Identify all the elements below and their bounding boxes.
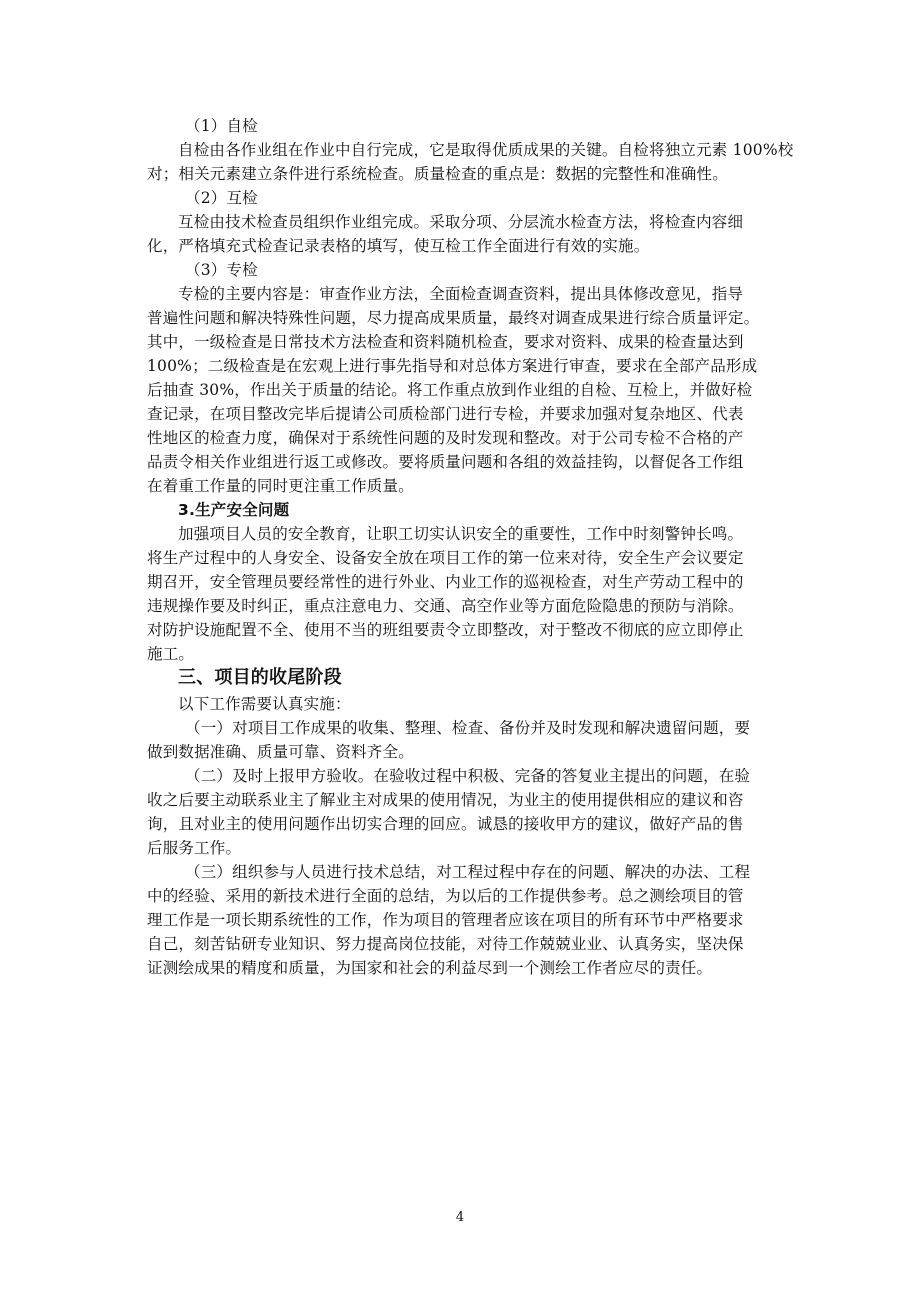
heading-self-check: （1）自检 <box>185 117 258 135</box>
paragraph-line: 查记录，在项目整改完毕后提请公司质检部门进行专检，并要求加强对复杂地区、代表 <box>147 405 744 423</box>
paragraph-line: 后抽查 30%，作出关于质量的结论。将工作重点放到作业组的自检、互检上，并做好检 <box>147 381 753 399</box>
section-heading-safety: 3.生产安全问题 <box>178 501 290 519</box>
paragraph-line: 将生产过程中的人身安全、设备安全放在项目工作的第一位来对待，安全生产会议要定 <box>147 549 744 567</box>
paragraph-line: 对；相关元素建立条件进行系统检查。质量检查的重点是：数据的完整性和准确性。 <box>147 165 728 183</box>
paragraph-line: 其中，一级检查是日常技术方法检查和资料随机检查，要求对资料、成果的检查量达到 <box>147 333 744 351</box>
page-number: 4 <box>455 1210 465 1225</box>
paragraph-line: 在着重工作量的同时更注重工作质量。 <box>147 477 414 495</box>
paragraph-line: 违规操作要及时纠正，重点注意电力、交通、高空作业等方面危险隐患的预防与消除。 <box>147 597 744 615</box>
paragraph-line: 中的经验、采用的新技术进行全面的总结，为以后的工作提供参考。总之测绘项目的管 <box>147 887 744 905</box>
paragraph-line: 证测绘成果的精度和质量，为国家和社会的利益尽到一个测绘工作者应尽的责任。 <box>147 959 713 977</box>
heading-special-check: （3）专检 <box>185 261 258 279</box>
paragraph-line: （一）对项目工作成果的收集、整理、检查、备份并及时发现和解决遗留问题，要 <box>185 719 751 737</box>
paragraph-line: 普遍性问题和解决特殊性问题，尽力提高成果质量，最终对调查成果进行综合质量评定。 <box>147 309 760 327</box>
paragraph-line: 收之后要主动联系业主了解业主对成果的使用情况，为业主的使用提供相应的建议和咨 <box>147 791 744 809</box>
heading-mutual-check: （2）互检 <box>185 189 258 207</box>
paragraph-line: （三）组织参与人员进行技术总结，对工程过程中存在的问题、解决的办法、工程 <box>185 863 751 881</box>
paragraph-line: 100%；二级检查是在宏观上进行事先指导和对总体方案进行审查，要求在全部产品形成 <box>147 357 758 375</box>
paragraph-line: 做到数据准确、质量可靠、资料齐全。 <box>147 743 414 761</box>
paragraph-line: 对防护设施配置不全、使用不当的班组要责令立即整改，对于整改不彻底的应立即停止 <box>147 621 744 639</box>
paragraph-line: 专检的主要内容是：审查作业方法，全面检查调查资料，提出具体修改意见，指导 <box>178 285 744 303</box>
paragraph-line: 自己，刻苦钻研专业知识、努力提高岗位技能，对待工作兢兢业业、认真务实，坚决保 <box>147 935 744 953</box>
paragraph-line: 互检由技术检查员组织作业组完成。采取分项、分层流水检查方法，将检查内容细 <box>178 213 744 231</box>
paragraph-line: 施工。 <box>147 645 195 663</box>
paragraph-line: 加强项目人员的安全教育，让职工切实认识安全的重要性，工作中时刻警钟长鸣。 <box>178 525 744 543</box>
paragraph-line: 期召开，安全管理员要经常性的进行外业、内业工作的巡视检查，对生产劳动工程中的 <box>147 573 744 591</box>
paragraph-line: 以下工作需要认真实施： <box>178 695 351 713</box>
paragraph-line: 询，且对业主的使用问题作出切实合理的回应。诚恳的接收甲方的建议，做好产品的售 <box>147 815 744 833</box>
paragraph-line: 自检由各作业组在作业中自行完成，它是取得优质成果的关键。自检将独立元素 100%校 <box>178 141 794 159</box>
paragraph-line: （二）及时上报甲方验收。在验收过程中积极、完备的答复业主提出的问题，在验 <box>185 767 751 785</box>
paragraph-line: 后服务工作。 <box>147 839 242 857</box>
paragraph-line: 化，严格填充式检查记录表格的填写，使互检工作全面进行有效的实施。 <box>147 237 650 255</box>
paragraph-line: 性地区的检查力度，确保对于系统性问题的及时发现和整改。对于公司专检不合格的产 <box>147 429 744 447</box>
chapter-heading-closing-phase: 三、项目的收尾阶段 <box>178 667 342 688</box>
paragraph-line: 品责令相关作业组进行返工或修改。要将质量问题和各组的效益挂钩，以督促各工作组 <box>147 453 744 471</box>
paragraph-line: 理工作是一项长期系统性的工作，作为项目的管理者应该在项目的所有环节中严格要求 <box>147 911 744 929</box>
